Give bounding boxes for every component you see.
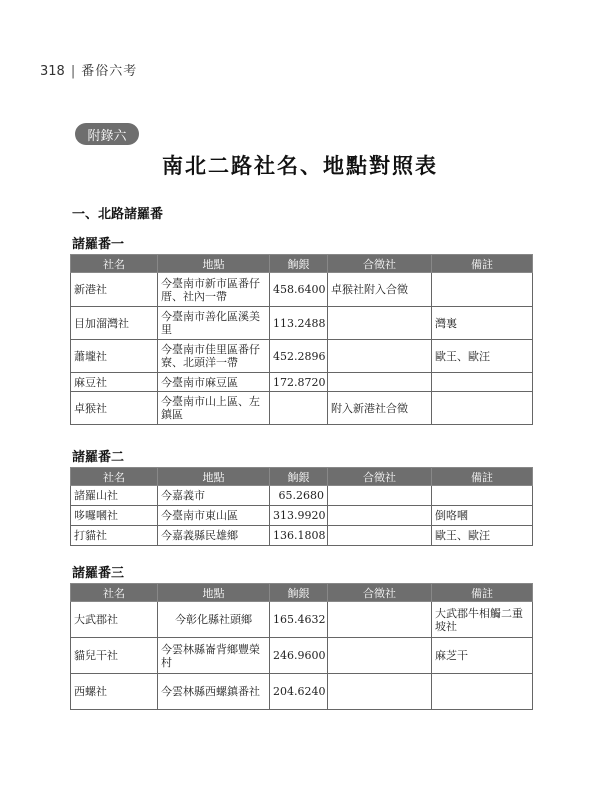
cell-joint — [328, 373, 432, 392]
col-header-location: 地點 — [158, 468, 270, 486]
cell-note — [432, 373, 533, 392]
cell-location: 今臺南市佳里區番仔寮、北頭洋一帶 — [158, 340, 270, 373]
col-header-location: 地點 — [158, 584, 270, 602]
cell-tax: 204.6240 — [270, 674, 328, 710]
book-title: 番俗六考 — [81, 64, 138, 79]
cell-location: 今臺南市新市區番仔厝、社內一帶 — [158, 273, 270, 307]
table-header-row — [71, 468, 533, 486]
table-row — [71, 273, 533, 307]
table-row — [71, 674, 533, 710]
col-header-joint: 合徵社 — [328, 255, 432, 273]
col-header-location: 地點 — [158, 255, 270, 273]
cell-location: 今雲林縣崙背鄉豐榮村 — [158, 638, 270, 674]
cell-note — [432, 273, 533, 307]
header-separator: | — [70, 64, 76, 79]
cell-note: 倒咯嘓 — [432, 506, 533, 526]
cell-joint — [328, 307, 432, 340]
cell-note — [432, 392, 533, 425]
cell-tax: 313.9920 — [270, 506, 328, 526]
cell-name: 打貓社 — [71, 526, 158, 546]
cell-location: 今臺南市山上區、左鎮區 — [158, 392, 270, 425]
table-row — [71, 340, 533, 373]
cell-note: 歐王、歐汪 — [432, 340, 533, 373]
cell-note — [432, 674, 533, 710]
cell-name: 大武郡社 — [71, 602, 158, 638]
col-header-note: 備註 — [432, 468, 533, 486]
col-header-joint: 合徵社 — [328, 584, 432, 602]
table-3 — [70, 583, 533, 710]
cell-tax: 113.2488 — [270, 307, 328, 340]
table-header-row — [71, 255, 533, 273]
table-header-row — [71, 584, 533, 602]
appendix-badge: 附錄六 — [75, 123, 139, 145]
cell-tax — [270, 392, 328, 425]
table-row — [71, 526, 533, 546]
table-1 — [70, 254, 533, 425]
table-row — [71, 373, 533, 392]
cell-tax: 246.9600 — [270, 638, 328, 674]
cell-tax: 452.2896 — [270, 340, 328, 373]
col-header-tax: 餉銀 — [270, 584, 328, 602]
cell-name: 諸羅山社 — [71, 486, 158, 506]
cell-tax: 65.2680 — [270, 486, 328, 506]
cell-location: 今臺南市善化區溪美里 — [158, 307, 270, 340]
cell-tax: 136.1808 — [270, 526, 328, 546]
page-title: 南北二路社名、地點對照表 — [162, 153, 438, 178]
cell-joint — [328, 602, 432, 638]
cell-name: 麻豆社 — [71, 373, 158, 392]
cell-location: 今臺南市麻豆區 — [158, 373, 270, 392]
table-2 — [70, 467, 533, 546]
cell-name: 哆囉嘓社 — [71, 506, 158, 526]
col-header-tax: 餉銀 — [270, 468, 328, 486]
page-number: 318 — [40, 64, 65, 79]
cell-location: 今雲林縣西螺鎮番社 — [158, 674, 270, 710]
cell-joint: 卓猴社附入合徵 — [328, 273, 432, 307]
cell-joint — [328, 340, 432, 373]
section-heading: 一、北路諸羅番 — [72, 207, 164, 222]
cell-name: 卓猴社 — [71, 392, 158, 425]
cell-joint — [328, 506, 432, 526]
cell-location: 今彰化縣社頭鄉 — [158, 602, 270, 638]
col-header-note: 備註 — [432, 584, 533, 602]
table-row — [71, 638, 533, 674]
cell-joint — [328, 526, 432, 546]
cell-joint: 附入新港社合徵 — [328, 392, 432, 425]
cell-location: 今嘉義縣民雄鄉 — [158, 526, 270, 546]
col-header-name: 社名 — [71, 468, 158, 486]
cell-note: 大武郡牛相觸二重坡社 — [432, 602, 533, 638]
table-title-1: 諸羅番一 — [72, 237, 125, 252]
col-header-note: 備註 — [432, 255, 533, 273]
cell-joint — [328, 638, 432, 674]
cell-note: 灣裏 — [432, 307, 533, 340]
cell-note — [432, 486, 533, 506]
table-title-2: 諸羅番二 — [72, 450, 125, 465]
table-row — [71, 506, 533, 526]
cell-name: 西螺社 — [71, 674, 158, 710]
cell-name: 貓兒干社 — [71, 638, 158, 674]
cell-name: 蕭壠社 — [71, 340, 158, 373]
cell-note: 麻芝干 — [432, 638, 533, 674]
cell-name: 目加溜灣社 — [71, 307, 158, 340]
cell-tax: 165.4632 — [270, 602, 328, 638]
cell-tax: 172.8720 — [270, 373, 328, 392]
col-header-tax: 餉銀 — [270, 255, 328, 273]
running-head — [40, 60, 137, 79]
col-header-joint: 合徵社 — [328, 468, 432, 486]
col-header-name: 社名 — [71, 584, 158, 602]
table-title-3: 諸羅番三 — [72, 566, 125, 581]
table-row — [71, 307, 533, 340]
table-row — [71, 486, 533, 506]
cell-joint — [328, 674, 432, 710]
table-row — [71, 602, 533, 638]
cell-joint — [328, 486, 432, 506]
table-row — [71, 392, 533, 425]
col-header-name: 社名 — [71, 255, 158, 273]
cell-location: 今臺南市東山區 — [158, 506, 270, 526]
cell-name: 新港社 — [71, 273, 158, 307]
cell-note: 歐王、歐汪 — [432, 526, 533, 546]
cell-tax: 458.6400 — [270, 273, 328, 307]
cell-location: 今嘉義市 — [158, 486, 270, 506]
